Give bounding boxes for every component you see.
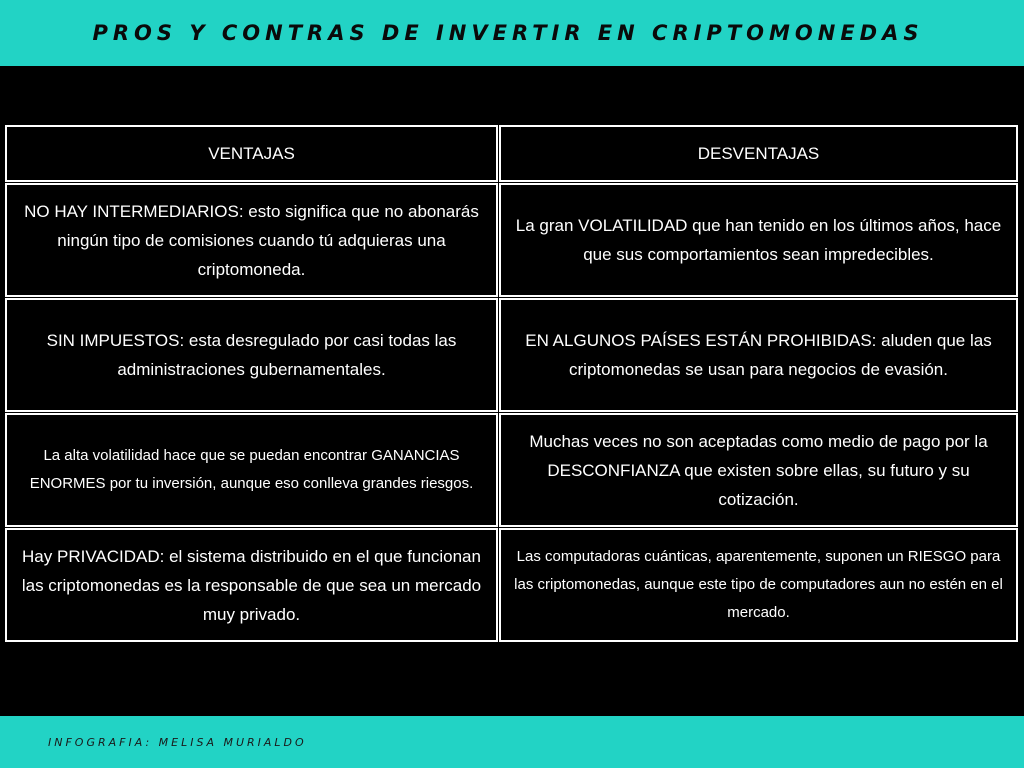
table-cell-con-4: Las computadoras cuánticas, aparentemente, suponen un RIESGO para las criptomonedas, aunque este tipo de computadores aun no estén en el mercado. xyxy=(499,528,1018,642)
column-header-desventajas: DESVENTAJAS xyxy=(499,125,1018,182)
table-cell-pro-3: La alta volatilidad hace que se puedan encontrar GANANCIAS ENORMES por tu inversión, aunque eso conlleva grandes riesgos. xyxy=(5,413,498,527)
column-header-ventajas: VENTAJAS xyxy=(5,125,498,182)
table-cell-con-1: La gran VOLATILIDAD que han tenido en los últimos años, hace que sus comportamientos sean impredecibles. xyxy=(499,183,1018,297)
table-cell-pro-4: Hay PRIVACIDAD: el sistema distribuido en el que funcionan las criptomonedas es la responsable de que sea un mercado muy privado. xyxy=(5,528,498,642)
table-cell-pro-1: NO HAY INTERMEDIARIOS: esto significa que no abonarás ningún tipo de comisiones cuando tú adquieras una criptomoneda. xyxy=(5,183,498,297)
pros-cons-table xyxy=(5,125,1019,643)
table-cell-con-3: Muchas veces no son aceptadas como medio de pago por la DESCONFIANZA que existen sobre ellas, su futuro y su cotización. xyxy=(499,413,1018,527)
table-cell-pro-2: SIN IMPUESTOS: esta desregulado por casi todas las administraciones gubernamentales. xyxy=(5,298,498,412)
author-credit: INFOGRAFIA: MELISA MURIALDO xyxy=(48,736,307,749)
page-title: PROS Y CONTRAS DE INVERTIR EN CRIPTOMONEDAS xyxy=(92,21,924,45)
table-cell-con-2: EN ALGUNOS PAÍSES ESTÁN PROHIBIDAS: aluden que las criptomonedas se usan para negocios de evasión. xyxy=(499,298,1018,412)
